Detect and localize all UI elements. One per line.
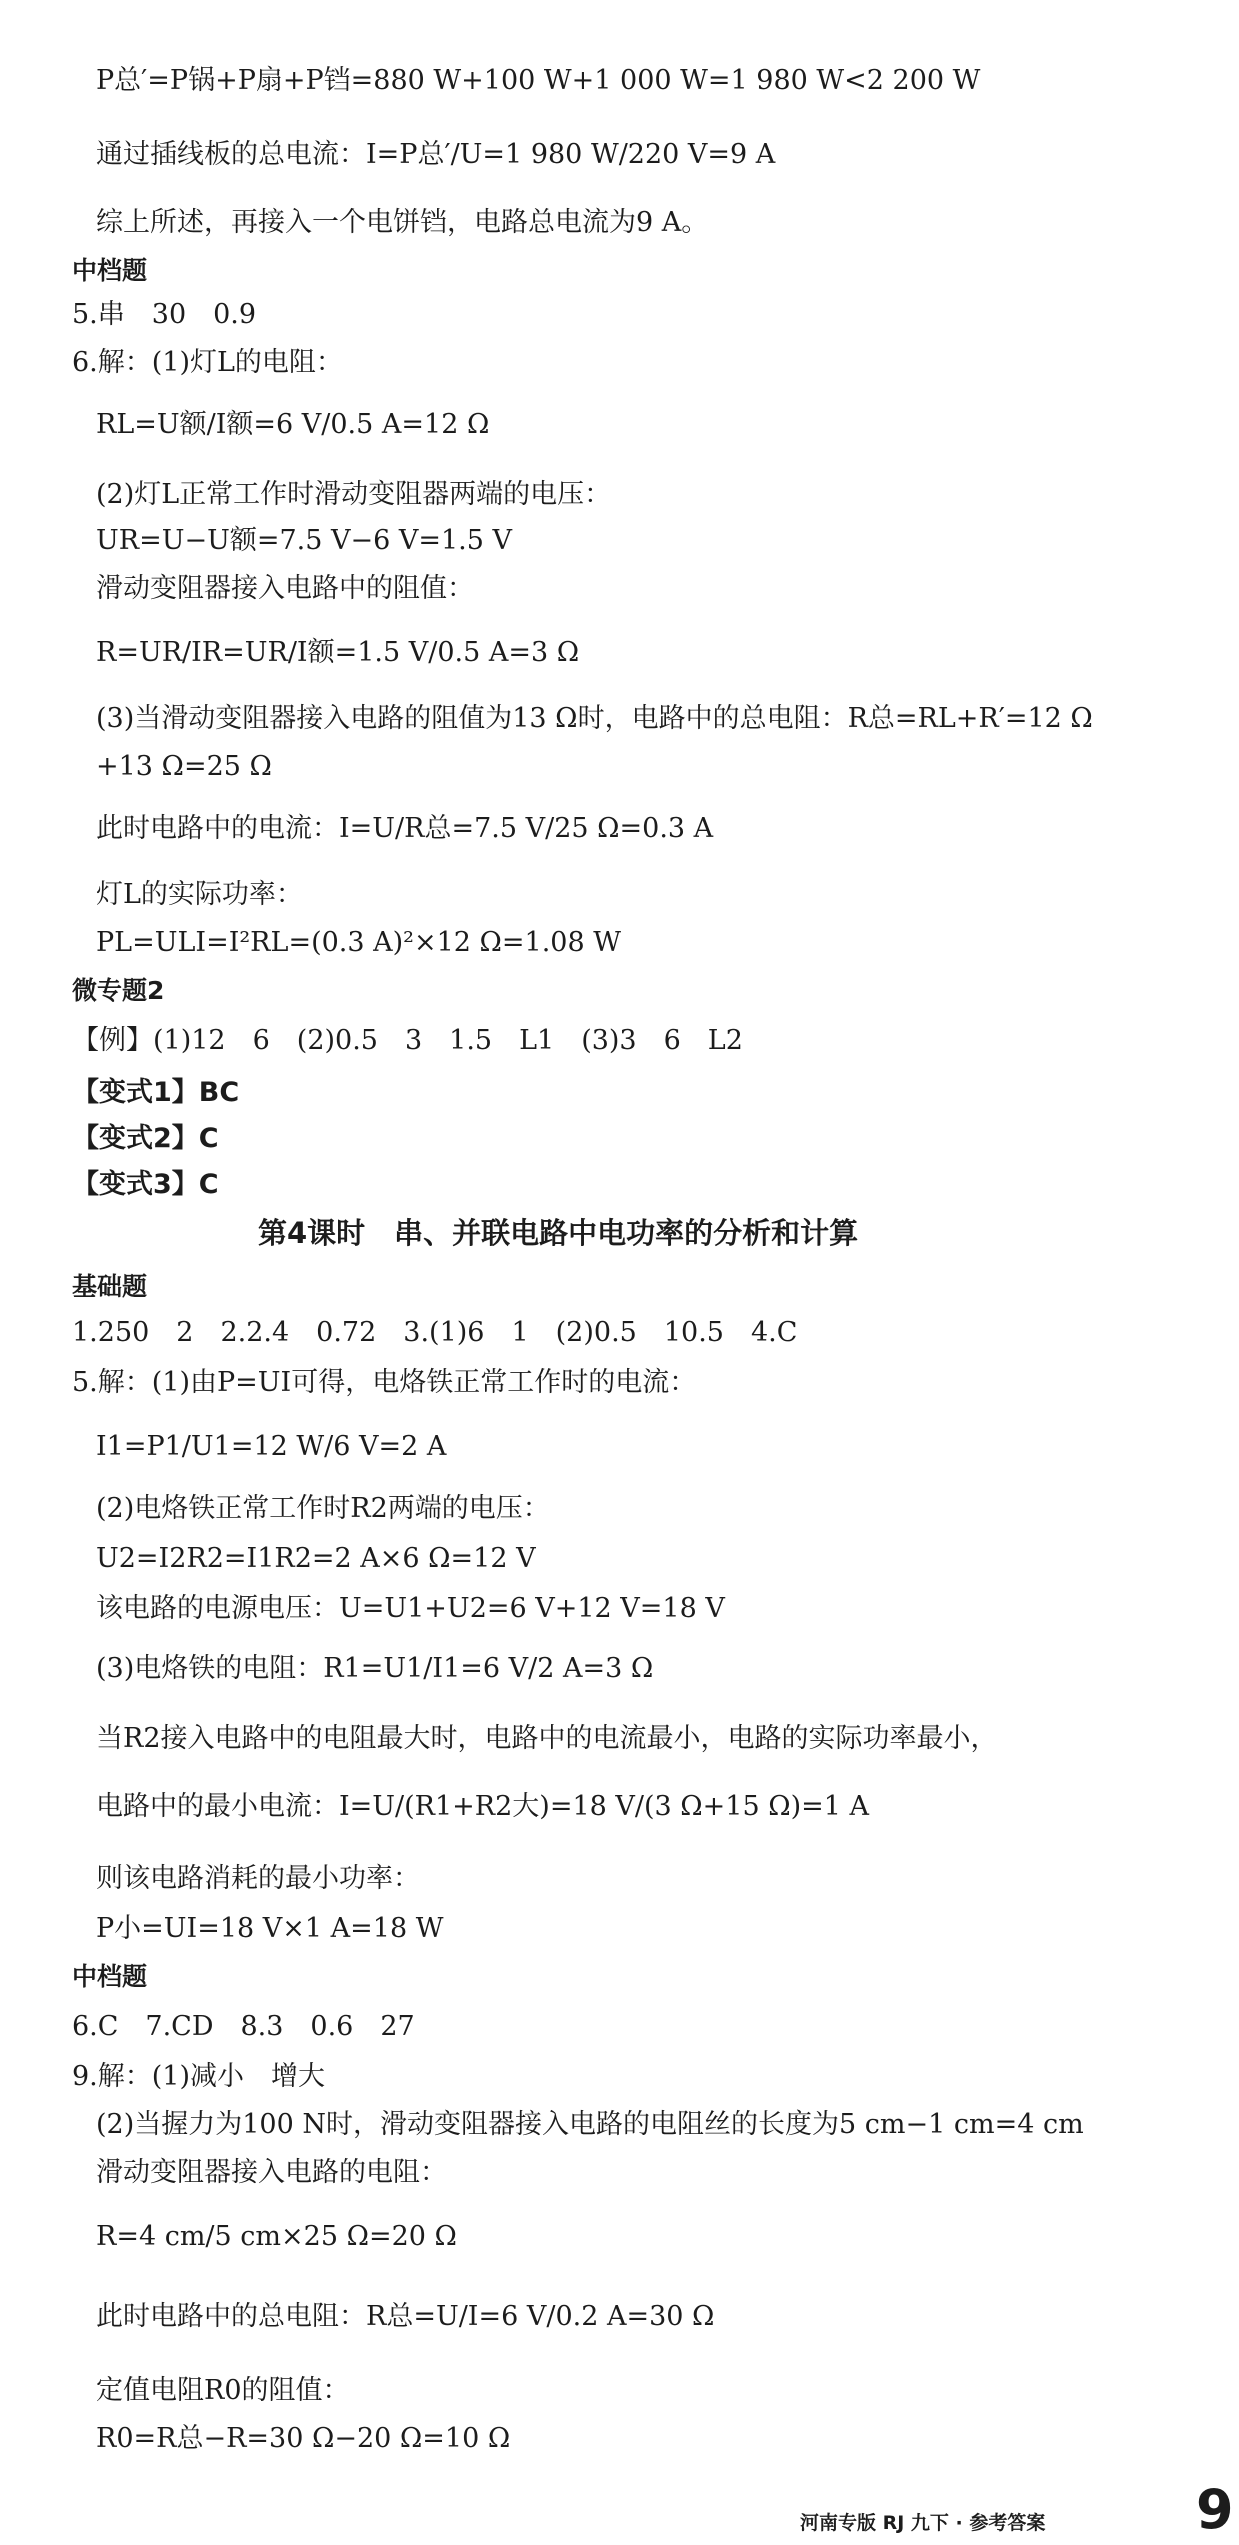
formula-line: R0=R总−R=30 Ω−20 Ω=10 Ω <box>96 2423 511 2454</box>
text-line: 1.250 2 2.2.4 0.72 3.(1)6 1 (2)0.5 10.5 4.C <box>72 1317 798 1348</box>
footer-label: 河南专版 RJ 九下 · 参考答案 <box>800 2512 1046 2534</box>
text-line: 6.解：(1)灯L的电阻： <box>72 347 343 378</box>
section-heading: 中档题 <box>72 256 148 285</box>
text-line: 定值电阻R0的阻值： <box>96 2375 350 2406</box>
text-line: 【变式1】BC <box>72 1077 240 1108</box>
text-line: (2)电烙铁正常工作时R2两端的电压： <box>96 1493 550 1524</box>
text-line: 当R2接入电路中的电阻最大时，电路中的电流最小，电路的实际功率最小， <box>96 1723 998 1754</box>
text-line: 【变式3】C <box>72 1169 219 1200</box>
text-line: (2)灯L正常工作时滑动变阻器两端的电压： <box>96 479 612 510</box>
text-line: 5.串 30 0.9 <box>72 299 257 330</box>
text-line: (3)当滑动变阻器接入电路的阻值为13 Ω时，电路中的总电阻：R总=RL+R′=12 Ω <box>96 703 1093 734</box>
text-line: 6.C 7.CD 8.3 0.6 27 <box>72 2011 415 2042</box>
formula-line: 此时电路中的总电阻：R总=U/I=6 V/0.2 A=30 Ω <box>96 2301 715 2332</box>
formula-line: RL=U额/I额=6 V/0.5 A=12 Ω <box>96 409 490 440</box>
text-line: 【变式2】C <box>72 1123 219 1154</box>
text-line: 滑动变阻器接入电路的电阻： <box>96 2157 447 2188</box>
text-line: 5.解：(1)由P=UI可得，电烙铁正常工作时的电流： <box>72 1367 697 1398</box>
text-line: 则该电路消耗的最小功率： <box>96 1863 420 1894</box>
formula-line: U2=I2R2=I1R2=2 A×6 Ω=12 V <box>96 1543 536 1574</box>
formula-line: R=4 cm/5 cm×25 Ω=20 Ω <box>96 2221 457 2252</box>
text-line: +13 Ω=25 Ω <box>96 751 272 782</box>
formula-line: I1=P1/U1=12 W/6 V=2 A <box>96 1431 447 1462</box>
section-heading: 中档题 <box>72 1962 148 1991</box>
section-heading: 基础题 <box>72 1272 148 1301</box>
page-number: 9 <box>1196 2478 1234 2541</box>
text-line: 滑动变阻器接入电路中的阻值： <box>96 573 474 604</box>
text-line: 通过插线板的总电流：I=P总′/U=1 980 W/220 V=9 A <box>96 139 776 170</box>
text-line: P总′=P锅+P扇+P铛=880 W+100 W+1 000 W=1 980 W<2 200 W <box>96 65 981 96</box>
text-line: (2)当握力为100 N时，滑动变阻器接入电路的电阻丝的长度为5 cm−1 cm=4 cm <box>96 2109 1084 2140</box>
formula-line: (3)电烙铁的电阻：R1=U1/I1=6 V/2 A=3 Ω <box>96 1653 654 1684</box>
text-line: 综上所述，再接入一个电饼铛，电路总电流为9 A。 <box>96 207 709 238</box>
formula-line: PL=ULI=I²RL=(0.3 A)²×12 Ω=1.08 W <box>96 927 621 958</box>
formula-line: 该电路的电源电压：U=U1+U2=6 V+12 V=18 V <box>96 1593 725 1624</box>
formula-line: 此时电路中的电流：I=U/R总=7.5 V/25 Ω=0.3 A <box>96 813 714 844</box>
formula-line: R=UR/IR=UR/I额=1.5 V/0.5 A=3 Ω <box>96 637 580 668</box>
text-line: 【例】(1)12 6 (2)0.5 3 1.5 L1 (3)3 6 L2 <box>72 1025 743 1056</box>
formula-line: 电路中的最小电流：I=U/(R1+R2大)=18 V/(3 Ω+15 Ω)=1 A <box>96 1791 870 1822</box>
formula-line: P小=UI=18 V×1 A=18 W <box>96 1913 444 1944</box>
section-heading: 微专题2 <box>72 976 165 1005</box>
text-line: 灯L的实际功率： <box>96 879 303 910</box>
text-line: 9.解：(1)减小 增大 <box>72 2061 326 2092</box>
lesson-title: 第4课时 串、并联电路中电功率的分析和计算 <box>258 1216 859 1250</box>
formula-line: UR=U−U额=7.5 V−6 V=1.5 V <box>96 525 513 556</box>
